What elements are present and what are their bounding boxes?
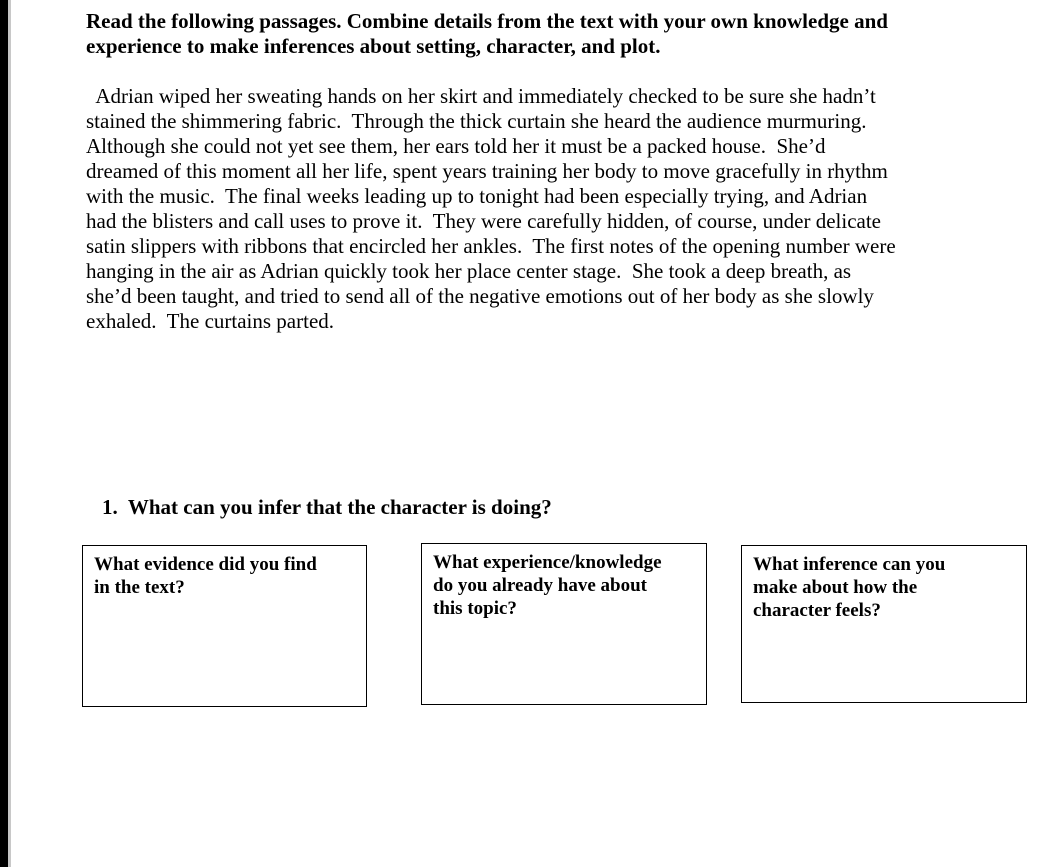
passage-line: Although she could not yet see them, her ears told her it must be a packed house. She’d: [86, 134, 826, 158]
instructions-line: experience to make inferences about setting, character, and plot.: [86, 34, 661, 58]
instructions-line: Read the following passages. Combine details from the text with your own knowledge and: [86, 9, 888, 33]
passage-line: stained the shimmering fabric. Through the thick curtain she heard the audience murmuring.: [86, 109, 867, 133]
left-border-shadow: [8, 0, 11, 867]
passage-line: had the blisters and call uses to prove it. They were carefully hidden, of course, under delicate: [86, 209, 881, 233]
passage-line: with the music. The final weeks leading up to tonight had been especially trying, and Adrian: [86, 184, 868, 208]
passage-line: Adrian wiped her sweating hands on her skirt and immediately checked to be sure she hadn’t: [86, 84, 876, 108]
inference-prompt-line: character feels?: [753, 600, 881, 621]
passage-line: hanging in the air as Adrian quickly took her place center stage. She took a deep breath, as: [86, 259, 852, 283]
knowledge-prompt-line: do you already have about: [433, 575, 647, 596]
question-1: 1. What can you infer that the character is doing?: [102, 495, 552, 519]
evidence-prompt-line: in the text?: [94, 577, 185, 598]
passage-line: exhaled. The curtains parted.: [86, 309, 335, 333]
passage: [86, 84, 896, 334]
inference-prompt-line: What inference can you: [753, 554, 946, 575]
passage-line: dreamed of this moment all her life, spent years training her body to move gracefully in rhythm: [86, 159, 888, 183]
knowledge-prompt-line: What experience/knowledge: [433, 552, 662, 573]
instructions: [86, 9, 888, 59]
knowledge-prompt-line: this topic?: [433, 598, 517, 619]
passage-line: satin slippers with ribbons that encircled her ankles. The first notes of the opening number were: [86, 234, 896, 258]
passage-line: she’d been taught, and tried to send all of the negative emotions out of her body as she slowly: [86, 284, 874, 308]
inference-box[interactable]: [741, 545, 1027, 703]
evidence-prompt-line: What evidence did you find: [94, 554, 317, 575]
inference-prompt-line: make about how the: [753, 577, 918, 598]
left-border-bar: [0, 0, 8, 867]
knowledge-box[interactable]: [421, 543, 707, 705]
evidence-box[interactable]: [82, 545, 367, 707]
